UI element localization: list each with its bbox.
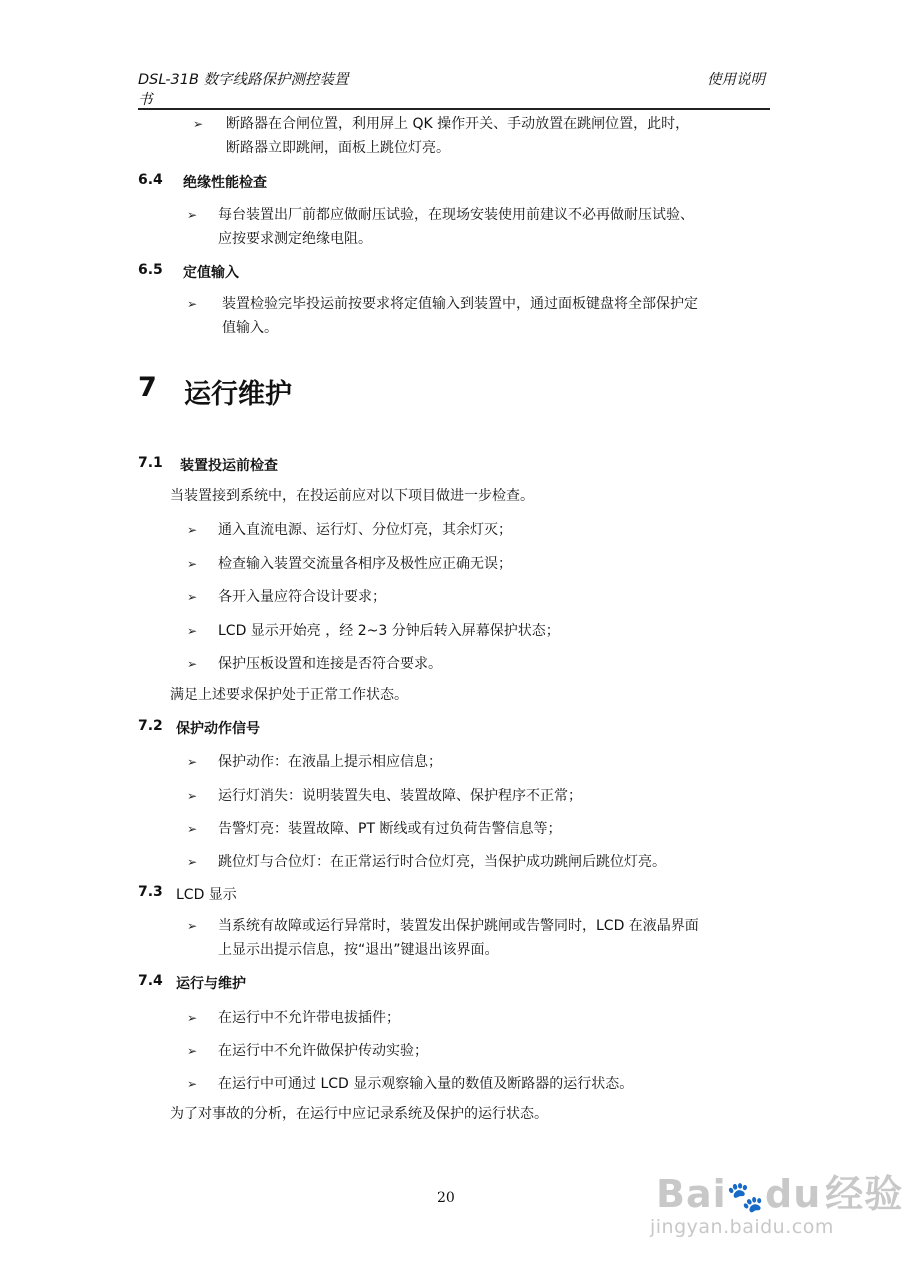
bullet-icon: ➢: [187, 297, 198, 311]
watermark-logo-text: Bai: [656, 1172, 727, 1216]
section-number: 7.1: [138, 455, 163, 471]
list-item-line: 值输入。: [222, 320, 278, 336]
section-title: 绝缘性能检查: [183, 175, 267, 191]
list-item-line: 断路器在合闸位置，利用屏上 QK 操作开关、手动放置在跳闸位置，此时，: [226, 116, 690, 132]
bullet-icon: ➢: [187, 789, 198, 803]
list-item-line: 当系统有故障或运行异常时，装置发出保护跳闸或告警同时，LCD 在液晶界面: [218, 918, 699, 934]
list-item: 运行灯消失：说明装置失电、装置故障、保护程序不正常；: [218, 788, 582, 804]
list-item-line: 装置检验完毕投运前按要求将定值输入到装置中，通过面板键盘将全部保护定: [222, 296, 698, 312]
list-item: 各开入量应符合设计要求；: [218, 589, 386, 605]
section-number: 6.4: [138, 172, 163, 188]
section-number: 7.2: [138, 718, 163, 734]
section-number: 6.5: [138, 262, 163, 278]
header-rule: [138, 108, 770, 110]
watermark-brand: 经验: [825, 1172, 904, 1216]
list-item-line: 应按要求测定绝缘电阻。: [218, 231, 372, 247]
bullet-icon: ➢: [187, 624, 198, 638]
section-number: 7.3: [138, 884, 163, 900]
list-item: 保护压板设置和连接是否符合要求。: [218, 656, 442, 672]
section-number: 7.4: [138, 973, 163, 989]
header-doc-title-cont: 书: [138, 92, 153, 108]
bullet-icon: ➢: [193, 117, 204, 131]
chapter-number: 7: [138, 372, 157, 403]
bullet-icon: ➢: [187, 822, 198, 836]
list-item: 跳位灯与合位灯：在正常运行时合位灯亮，当保护成功跳闸后跳位灯亮。: [218, 854, 666, 870]
list-item: 检查输入装置交流量各相序及极性应正确无误；: [218, 556, 512, 572]
section-title: 运行与维护: [176, 976, 246, 992]
bullet-icon: ➢: [187, 208, 198, 222]
bullet-icon: ➢: [187, 557, 198, 571]
list-item: 在运行中不允许做保护传动实验；: [218, 1043, 428, 1059]
header-manual-label: 使用说明: [707, 72, 765, 88]
bullet-icon: ➢: [187, 755, 198, 769]
bullet-icon: ➢: [187, 1011, 198, 1025]
list-item-line: 每台装置出厂前都应做耐压试验，在现场安装使用前建议不必再做耐压试验、: [218, 207, 694, 223]
list-item: LCD 显示开始亮 ，经 2~3 分钟后转入屏幕保护状态；: [218, 623, 560, 639]
paragraph: 当装置接到系统中，在投运前应对以下项目做进一步检查。: [170, 488, 534, 504]
header-doc-title: DSL-31B 数字线路保护测控装置: [138, 72, 349, 88]
paw-icon: 🐾: [726, 1180, 765, 1215]
chapter-title: 运行维护: [184, 379, 292, 410]
watermark-logo: [656, 1163, 903, 1218]
section-title: 装置投运前检查: [180, 458, 278, 474]
list-item: 通入直流电源、运行灯、分位灯亮，其余灯灭；: [218, 522, 512, 538]
bullet-icon: ➢: [187, 523, 198, 537]
bullet-icon: ➢: [187, 919, 198, 933]
list-item-line: 上显示出提示信息，按“退出”键退出该界面。: [218, 942, 499, 958]
bullet-icon: ➢: [187, 1044, 198, 1058]
list-item: 保护动作：在液晶上提示相应信息；: [218, 754, 442, 770]
section-title: 定值输入: [183, 265, 239, 281]
section-title: 保护动作信号: [176, 721, 260, 737]
section-title: LCD 显示: [176, 887, 237, 903]
list-item: 在运行中不允许带电拔插件；: [218, 1010, 400, 1026]
list-item: 告警灯亮：装置故障、PT 断线或有过负荷告警信息等；: [218, 821, 562, 837]
paragraph: 满足上述要求保护处于正常工作状态。: [170, 687, 408, 703]
bullet-icon: ➢: [187, 855, 198, 869]
watermark-logo-suffix: du: [765, 1172, 822, 1216]
bullet-icon: ➢: [187, 657, 198, 671]
bullet-icon: ➢: [187, 1077, 198, 1091]
list-item: 在运行中可通过 LCD 显示观察输入量的数值及断路器的运行状态。: [218, 1076, 634, 1092]
paragraph: 为了对事故的分析，在运行中应记录系统及保护的运行状态。: [170, 1106, 548, 1122]
watermark-url: jingyan.baidu.com: [650, 1216, 834, 1238]
page-number: 20: [437, 1190, 455, 1206]
bullet-icon: ➢: [187, 590, 198, 604]
list-item-line: 断路器立即跳闸，面板上跳位灯亮。: [226, 140, 450, 156]
